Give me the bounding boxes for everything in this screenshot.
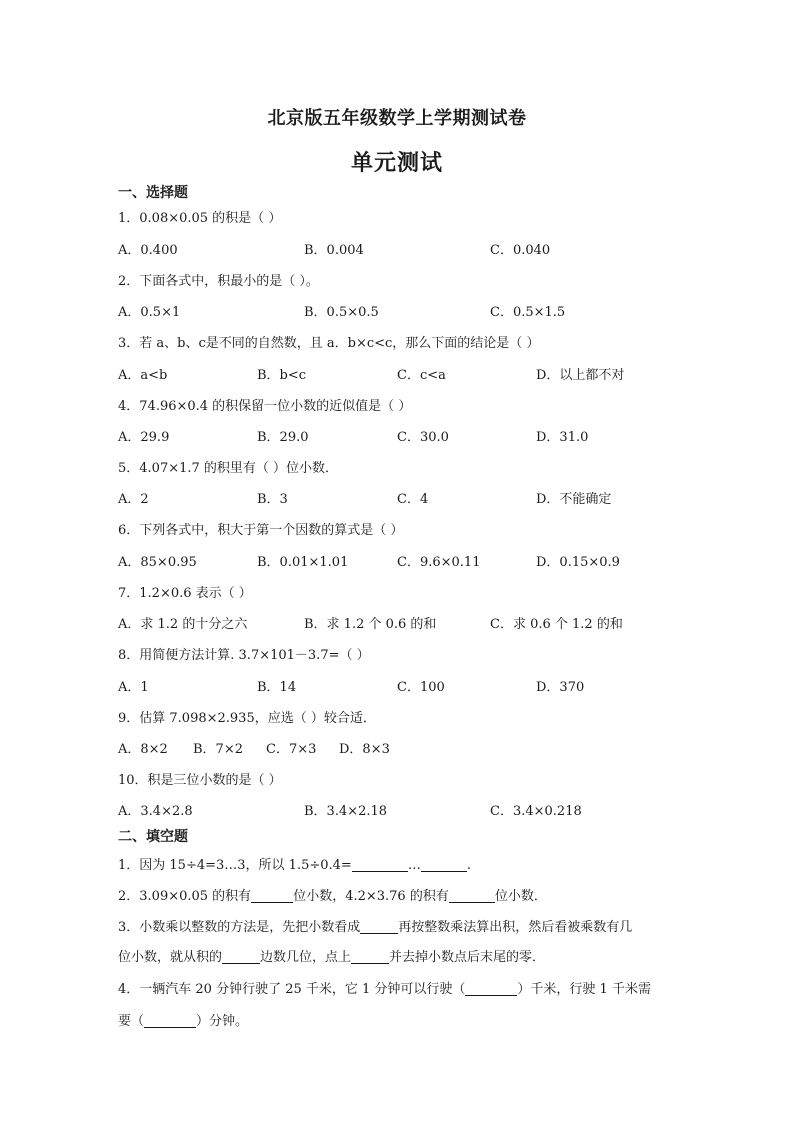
question-3-option-b: B．b<c xyxy=(257,368,307,383)
fill-question-2-text-a: 2．3.09×0.05 的积有 xyxy=(118,889,252,904)
question-7-option-b: B．求 1.2 个 0.6 的和 xyxy=(304,617,437,632)
fill-question-3-text-c: 位小数，就从积的 xyxy=(118,950,223,965)
question-1-option-a: A．0.400 xyxy=(118,243,178,258)
question-9-option-b: B．7×2 xyxy=(193,742,243,757)
question-5-option-a: A．2 xyxy=(118,492,149,507)
question-10-option-b: B．3.4×2.18 xyxy=(304,804,388,819)
fill-question-4-text-a: 4．一辆汽车 20 分钟行驶了 25 千米，它 1 分钟可以行驶（ xyxy=(118,982,466,997)
question-1-option-c: C．0.040 xyxy=(490,243,551,258)
question-9-option-c: C．7×3 xyxy=(266,742,317,757)
question-8-option-c: C．100 xyxy=(397,680,445,695)
question-9-option-a: A．8×2 xyxy=(118,742,168,757)
question-4-option-d: D．31.0 xyxy=(536,430,589,445)
question-8-option-b: B．14 xyxy=(257,680,297,695)
fill-question-1-text: 1．因为 15÷4=3…3，所以 1.5÷0.4= xyxy=(118,858,352,873)
question-9-stem: 9．估算 7.098×2.935，应选（ ）较合适． xyxy=(118,711,376,726)
question-7-option-a: A．求 1.2 的十分之六 xyxy=(118,617,248,632)
section-multiple-choice-title: 一、选择题 xyxy=(118,185,188,201)
fill-question-4-line-1 xyxy=(118,978,651,997)
fill-question-2 xyxy=(118,885,547,904)
question-1-stem: 1．0.08×0.05 的积是（ ） xyxy=(118,211,282,226)
question-4-option-a: A．29.9 xyxy=(118,430,170,445)
question-2-option-c: C．0.5×1.5 xyxy=(490,305,566,320)
question-3-option-d: D．以上都不对 xyxy=(536,368,625,383)
fill-question-4-text-d: ）分钟。 xyxy=(196,1014,249,1029)
question-10-option-a: A．3.4×2.8 xyxy=(118,804,193,819)
fill-question-4-line-2 xyxy=(118,1010,248,1029)
fill-question-4-text-b: ）千米，行驶 1 千米需 xyxy=(517,982,651,997)
answer-blank[interactable] xyxy=(351,949,389,964)
question-2-option-a: A．0.5×1 xyxy=(118,305,181,320)
question-7-option-c: C．求 0.6 个 1.2 的和 xyxy=(490,617,623,632)
question-2-option-b: B．0.5×0.5 xyxy=(304,305,379,320)
question-3-option-a: A．a<b xyxy=(118,368,168,383)
question-10-stem: 10．积是三位小数的是（ ） xyxy=(118,773,282,788)
question-6-option-b: B．0.01×1.01 xyxy=(257,555,349,570)
fill-question-3-text-d: 边数几位，点上 xyxy=(260,950,352,965)
answer-blank[interactable] xyxy=(251,888,293,903)
question-4-option-b: B．29.0 xyxy=(257,430,309,445)
page-subtitle: 单元测试 xyxy=(350,150,443,176)
question-10-option-c: C．3.4×0.218 xyxy=(490,804,582,819)
fill-question-1-separator: … xyxy=(407,858,421,873)
fill-question-4-text-c: 要（ xyxy=(118,1014,145,1029)
question-3-option-c: C．c<a xyxy=(397,368,446,383)
section-fill-blank-title: 二、填空题 xyxy=(118,829,188,845)
question-5-stem: 5．4.07×1.7 的积里有（ ）位小数． xyxy=(118,461,339,476)
fill-question-3-text-a: 3．小数乘以整数的方法是，先把小数看成 xyxy=(118,920,361,935)
question-2-stem: 2．下面各式中，积最小的是（ ）。 xyxy=(118,274,319,289)
question-5-option-c: C．4 xyxy=(397,492,429,507)
fill-question-1-end: . xyxy=(466,858,471,873)
answer-blank[interactable] xyxy=(144,1013,196,1028)
question-6-stem: 6．下列各式中，积大于第一个因数的算式是（ ） xyxy=(118,523,404,538)
question-8-option-a: A．1 xyxy=(118,680,149,695)
question-3-stem: 3．若 a、b、c是不同的自然数，且 a．b×c<c，那么下面的结论是（ ） xyxy=(118,336,540,351)
question-6-option-c: C．9.6×0.11 xyxy=(397,555,481,570)
fill-question-3-line-1 xyxy=(118,916,632,935)
answer-blank[interactable] xyxy=(222,949,260,964)
question-8-stem: 8．用简便方法计算. 3.7×101－3.7=（ ） xyxy=(118,648,370,663)
page-title: 北京版五年级数学上学期测试卷 xyxy=(267,108,527,129)
question-5-option-d: D．不能确定 xyxy=(536,492,612,507)
fill-question-1 xyxy=(118,854,471,873)
question-7-stem: 7．1.2×0.6 表示（ ） xyxy=(118,586,252,601)
fill-question-3-line-2 xyxy=(118,946,545,965)
answer-blank[interactable] xyxy=(360,919,398,934)
answer-blank[interactable] xyxy=(352,857,408,872)
question-6-option-d: D．0.15×0.9 xyxy=(536,555,620,570)
fill-question-2-text-c: 位小数． xyxy=(494,889,547,904)
answer-blank[interactable] xyxy=(465,981,517,996)
question-8-option-d: D．370 xyxy=(536,680,585,695)
answer-blank[interactable] xyxy=(421,857,467,872)
question-5-option-b: B．3 xyxy=(257,492,288,507)
question-4-option-c: C．30.0 xyxy=(397,430,449,445)
fill-question-3-text-e: 并去掉小数点后末尾的零． xyxy=(389,950,546,965)
answer-blank[interactable] xyxy=(449,888,495,903)
question-1-option-b: B．0.004 xyxy=(304,243,364,258)
fill-question-2-text-b: 位小数，4.2×3.76 的积有 xyxy=(293,889,449,904)
question-9-option-d: D．8×3 xyxy=(339,742,390,757)
question-4-stem: 4．74.96×0.4 的积保留一位小数的近似值是（ ） xyxy=(118,399,412,414)
fill-question-3-text-b: 再按整数乘法算出积，然后看被乘数有几 xyxy=(398,920,633,935)
question-6-option-a: A．85×0.95 xyxy=(118,555,197,570)
